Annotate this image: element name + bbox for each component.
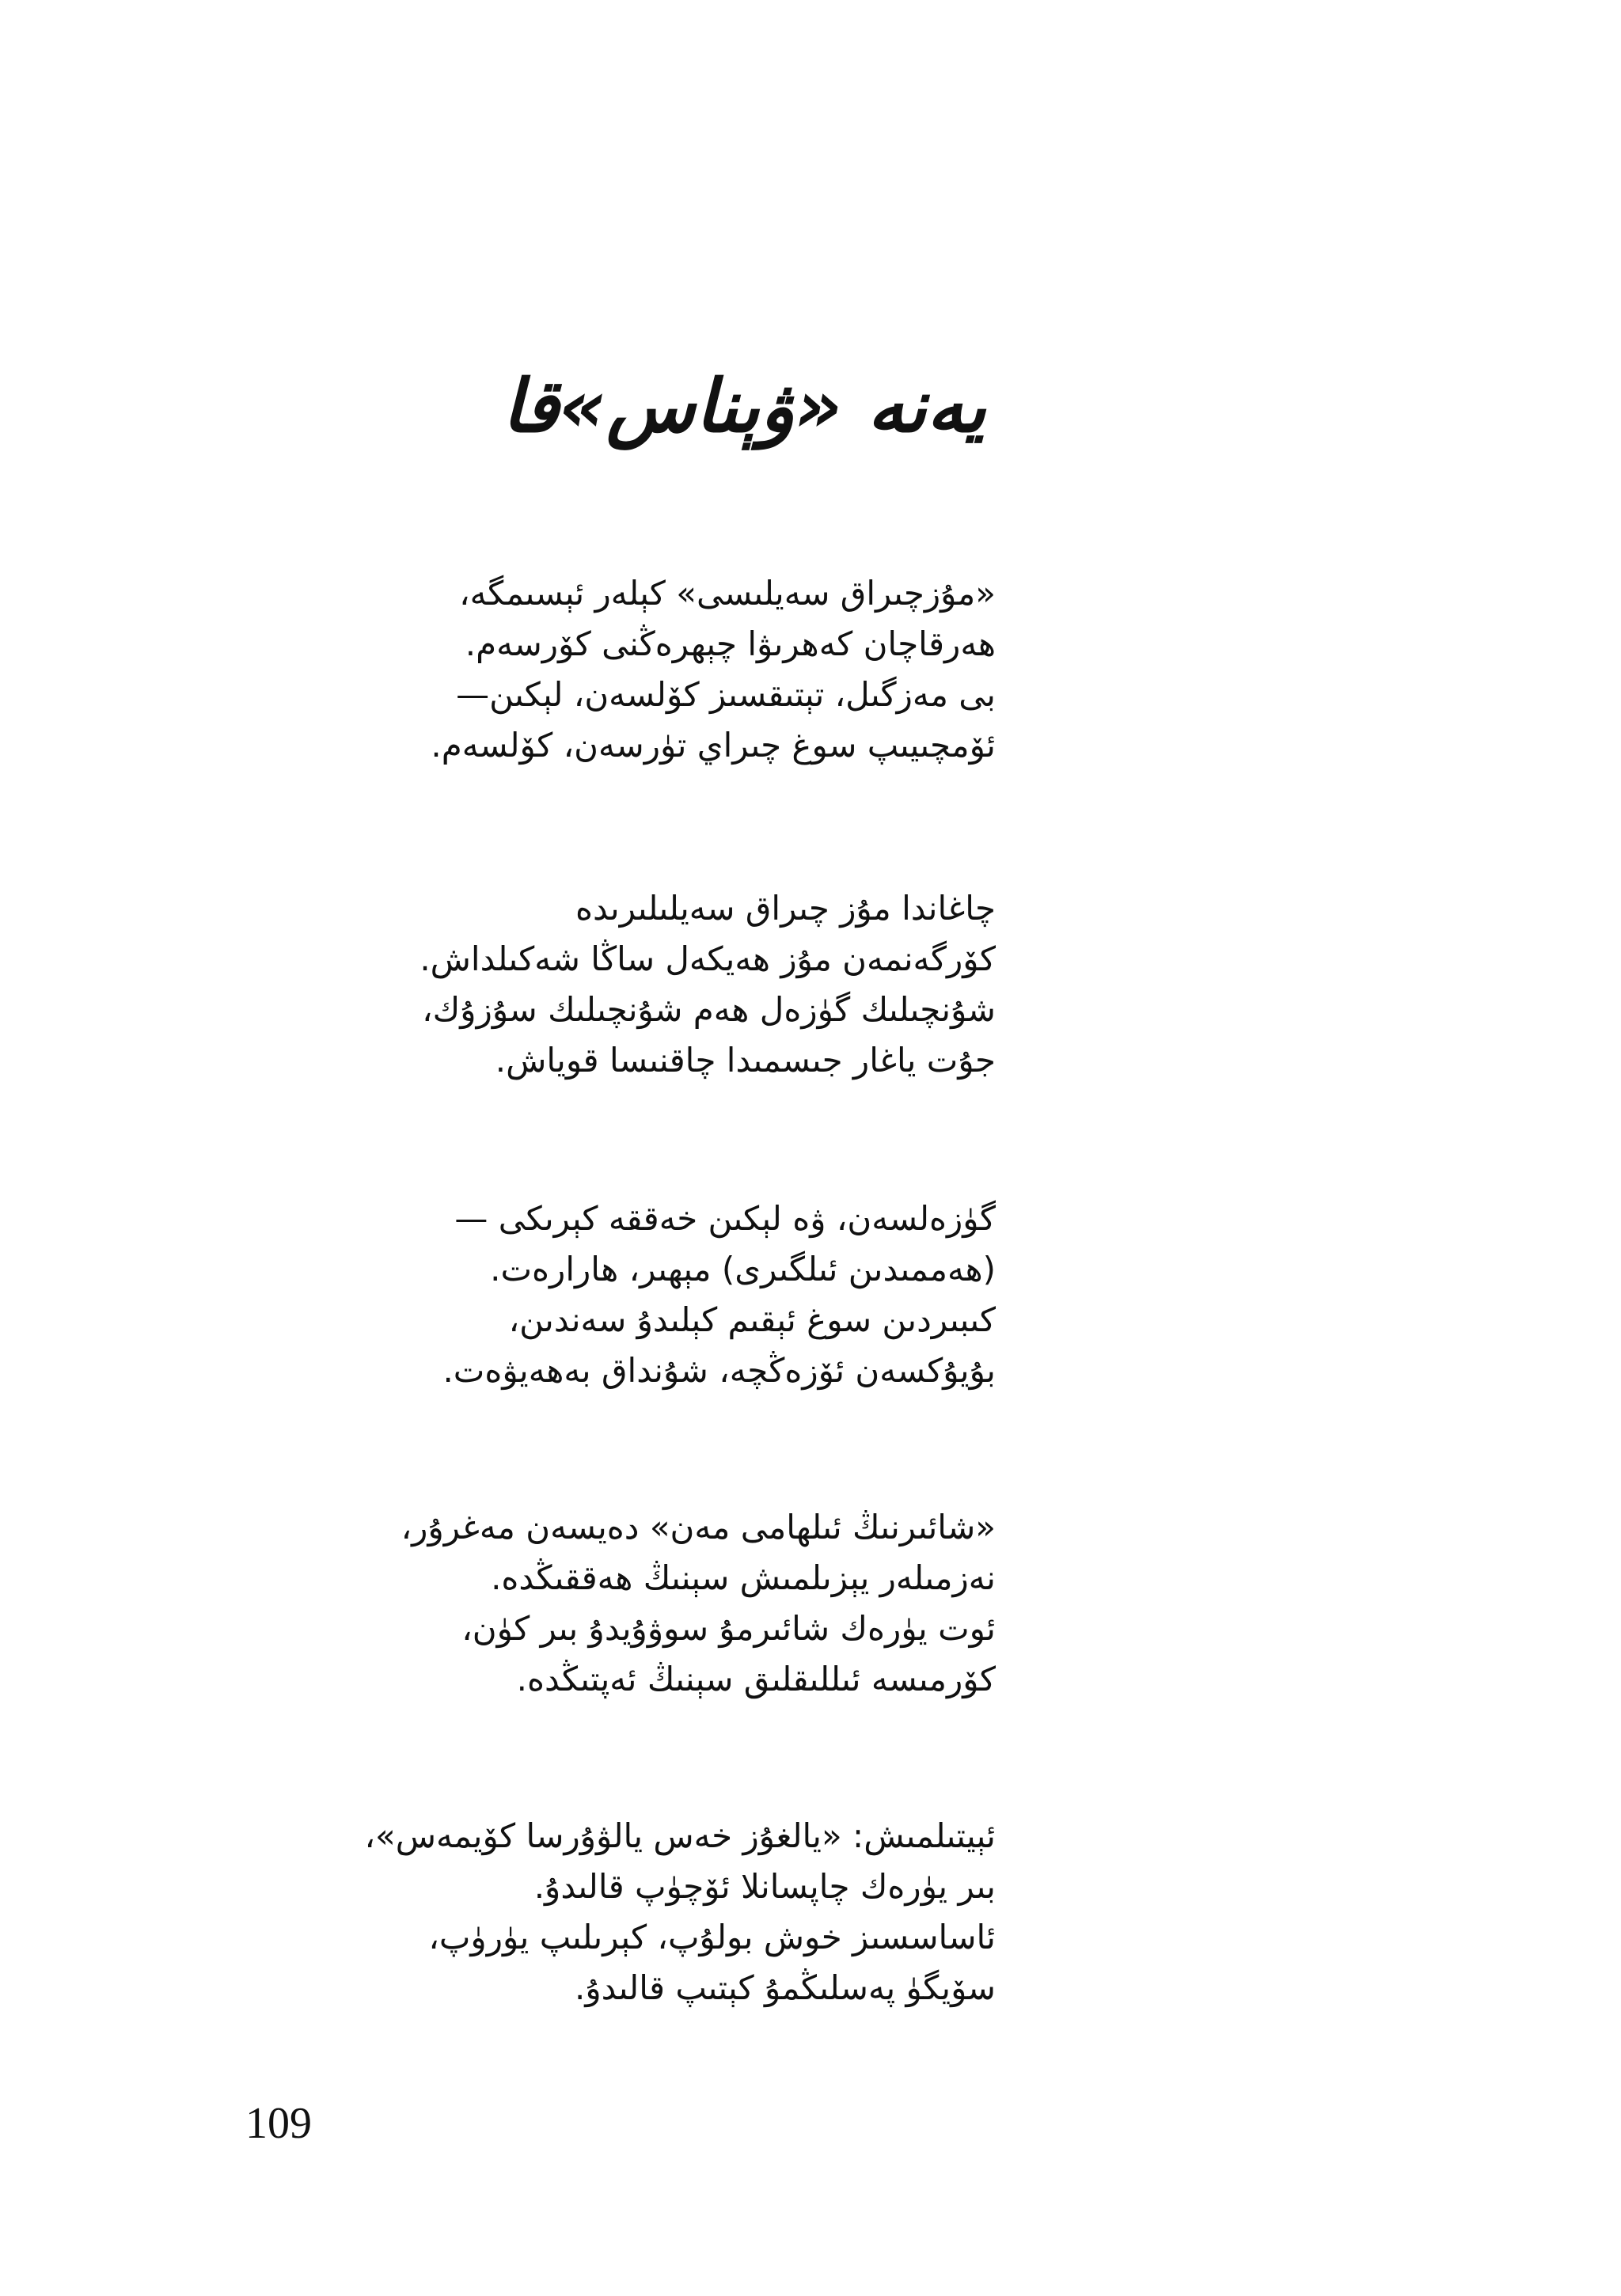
poem-line: ئوت يۈرەك شائىرمۇ سوۋۇيدۇ بىر كۈن،: [461, 1609, 996, 1648]
stanza: [364, 1811, 996, 2013]
page-number: 109: [245, 2099, 312, 2148]
poem-line: گۈزەلسەن، ۋە لېكىن خەققە كېرىكى —: [454, 1199, 996, 1238]
stanza: [401, 1502, 996, 1705]
poem-line: نەزمىلەر يېزىلمىش سېنىڭ ھەققىڭدە.: [491, 1558, 996, 1597]
poem-line: كىبىردىن سوغ ئېقىم كېلىدۇ سەندىن،: [508, 1300, 996, 1339]
poem-line: شۇنچىلىك گۈزەل ھەم شۇنچىلىك سۇزۇك،: [422, 990, 996, 1029]
poem-line: «مۇزچىراق سەيلىسى» كېلەر ئېسىمگە،: [459, 574, 996, 613]
poem-line: بۇيۇكسەن ئۆزەڭچە، شۇنداق بەھەيۋەت.: [442, 1351, 996, 1390]
poem-line: چاغاندا مۇز چىراق سەيلىلىرىدە: [575, 889, 996, 928]
poem-line: بى مەزگىل، تېتىقسىز كۆلسەن، لېكىن—: [456, 675, 996, 714]
poem-line: سۆيگۈ پەسلىڭمۇ كېتىپ قالىدۇ.: [575, 1968, 996, 2007]
poem-line: ئۆمچىيىپ سوغ چىراي تۈرسەن، كۆلسەم.: [431, 726, 996, 765]
poem-title: يەنە «ۋېناس»قا: [502, 363, 986, 449]
stanza: [419, 883, 996, 1086]
stanza: [431, 568, 996, 771]
poem-line: ھەرقاچان كەھرىۋا چېھرەڭنى كۆرسەم.: [465, 624, 996, 663]
poem-line: ئاساسسىز خوش بولۇپ، كېرىلىپ يۈرۈپ،: [428, 1918, 996, 1956]
stanza: [442, 1194, 996, 1396]
poem-line: كۆرمىسە ئىللىقلىق سېنىڭ ئەپتىڭدە.: [516, 1660, 996, 1698]
poem-line: جۇت ياغار جىسمىدا چاقنىسا قوياش.: [495, 1041, 996, 1080]
poem-line: كۆرگەنمەن مۇز ھەيكەل ساڭا شەكىلداش.: [419, 939, 996, 978]
poem-line: «شائىرنىڭ ئىلھامى مەن» دەيسەن مەغرۇر،: [401, 1508, 996, 1546]
poem-line: بىر يۈرەك چاپسانلا ئۆچۈپ قالىدۇ.: [533, 1867, 996, 1906]
poem-line: (ھەممىدىن ئىلگىرى) مېھىر، ھارارەت.: [490, 1250, 996, 1288]
poem-line: ئېيتىلمىش: «يالغۇز خەس يالۋۇرسا كۆيمەس»،: [364, 1816, 996, 1855]
